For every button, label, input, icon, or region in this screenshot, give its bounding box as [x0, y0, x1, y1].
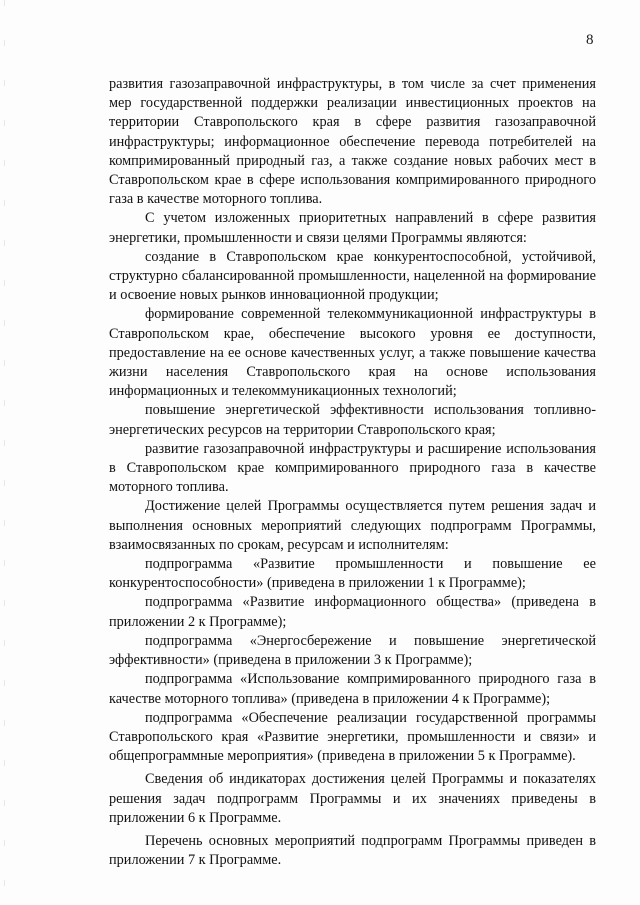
paragraph-indicators: Сведения об индикаторах достижения целей Программы и показателях решения задач подпрограмм Программы и их значениях приведены в приложении 6 к Программе. — [109, 771, 596, 826]
paragraph-goals-intro: С учетом изложенных приоритетных направлений в сфере развития энергетики, промышленности и связи целями Программы являются: — [109, 210, 596, 246]
paragraph-subprogram-5: подпрограмма «Обеспечение реализации государственной программы Ставропольского края «Развитие энергетики, промышленности и связи» и общепрограммные мероприятия» (приведена в приложении 5 к Программе). — [109, 709, 596, 765]
paragraph-subprogram-3: подпрограмма «Энергосбережение и повышение энергетической эффективности» (приведена в приложении 3 к Программе); — [109, 632, 596, 669]
paragraph-goal-gas: развитие газозаправочной инфраструктуры и расширение использования в Ставропольском крае компримированного природного газа в качестве моторного топлива. — [109, 440, 596, 496]
paragraph-goal-energy: повышение энергетической эффективности использования топливно-энергетических ресурсов на территории Ставропольского края; — [109, 402, 596, 438]
paragraph-goal-telecom: формирование современной телекоммуникационной инфраструктуры в Ставропольском крае, обеспечение высокого уровня ее доступности, предоставление на ее основе качественных услуг, а также повышение качества жизни населения Ставропольского края на основе использования информационных и телекоммуникационных технологий; — [109, 306, 596, 400]
paragraph-subprogram-1: подпрограмма «Развитие промышленности и повышение ее конкурентоспособности» (приведена в приложении 1 к Программе); — [109, 556, 596, 592]
paragraph-subprograms-intro: Достижение целей Программы осуществляется путем решения задач и выполнения основных мероприятий следующих подпрограмм Программы, взаимосвязанных по срокам, ресурсам и исполнителям: — [109, 498, 596, 553]
paragraph-continuation: развития газозаправочной инфраструктуры, в том числе за счет применения мер государственной поддержки реализации инвестиционных проектов на территории Ставропольского края в сфере развития газозаправочной инфраструктуры; информационное обеспечение перевода потребителей на компримированный природный газ, а также создание новых рабочих мест в Ставропольском крае в сфере использования компримированного природного газа в качестве моторного топлива. — [109, 76, 596, 208]
paragraph-subprogram-2: подпрограмма «Развитие информационного общества» (приведена в приложении 2 к Программе); — [109, 594, 596, 630]
paragraph-subprogram-4: подпрограмма «Использование компримированного природного газа в качестве моторного топлива» (приведена в приложении 4 к Программе); — [109, 671, 596, 707]
paragraph-activities-list: Перечень основных мероприятий подпрограмм Программы приведен в приложении 7 к Программе. — [109, 832, 596, 869]
scan-edge-artifact — [4, 0, 5, 905]
body-text — [109, 75, 596, 870]
page-number: 8 — [586, 32, 594, 48]
paragraph-goal-industry: создание в Ставропольском крае конкурентоспособной, устойчивой, структурно сбалансированной промышленности, нацеленной на формирование и освоение новых рынков инновационной продукции; — [109, 248, 596, 304]
